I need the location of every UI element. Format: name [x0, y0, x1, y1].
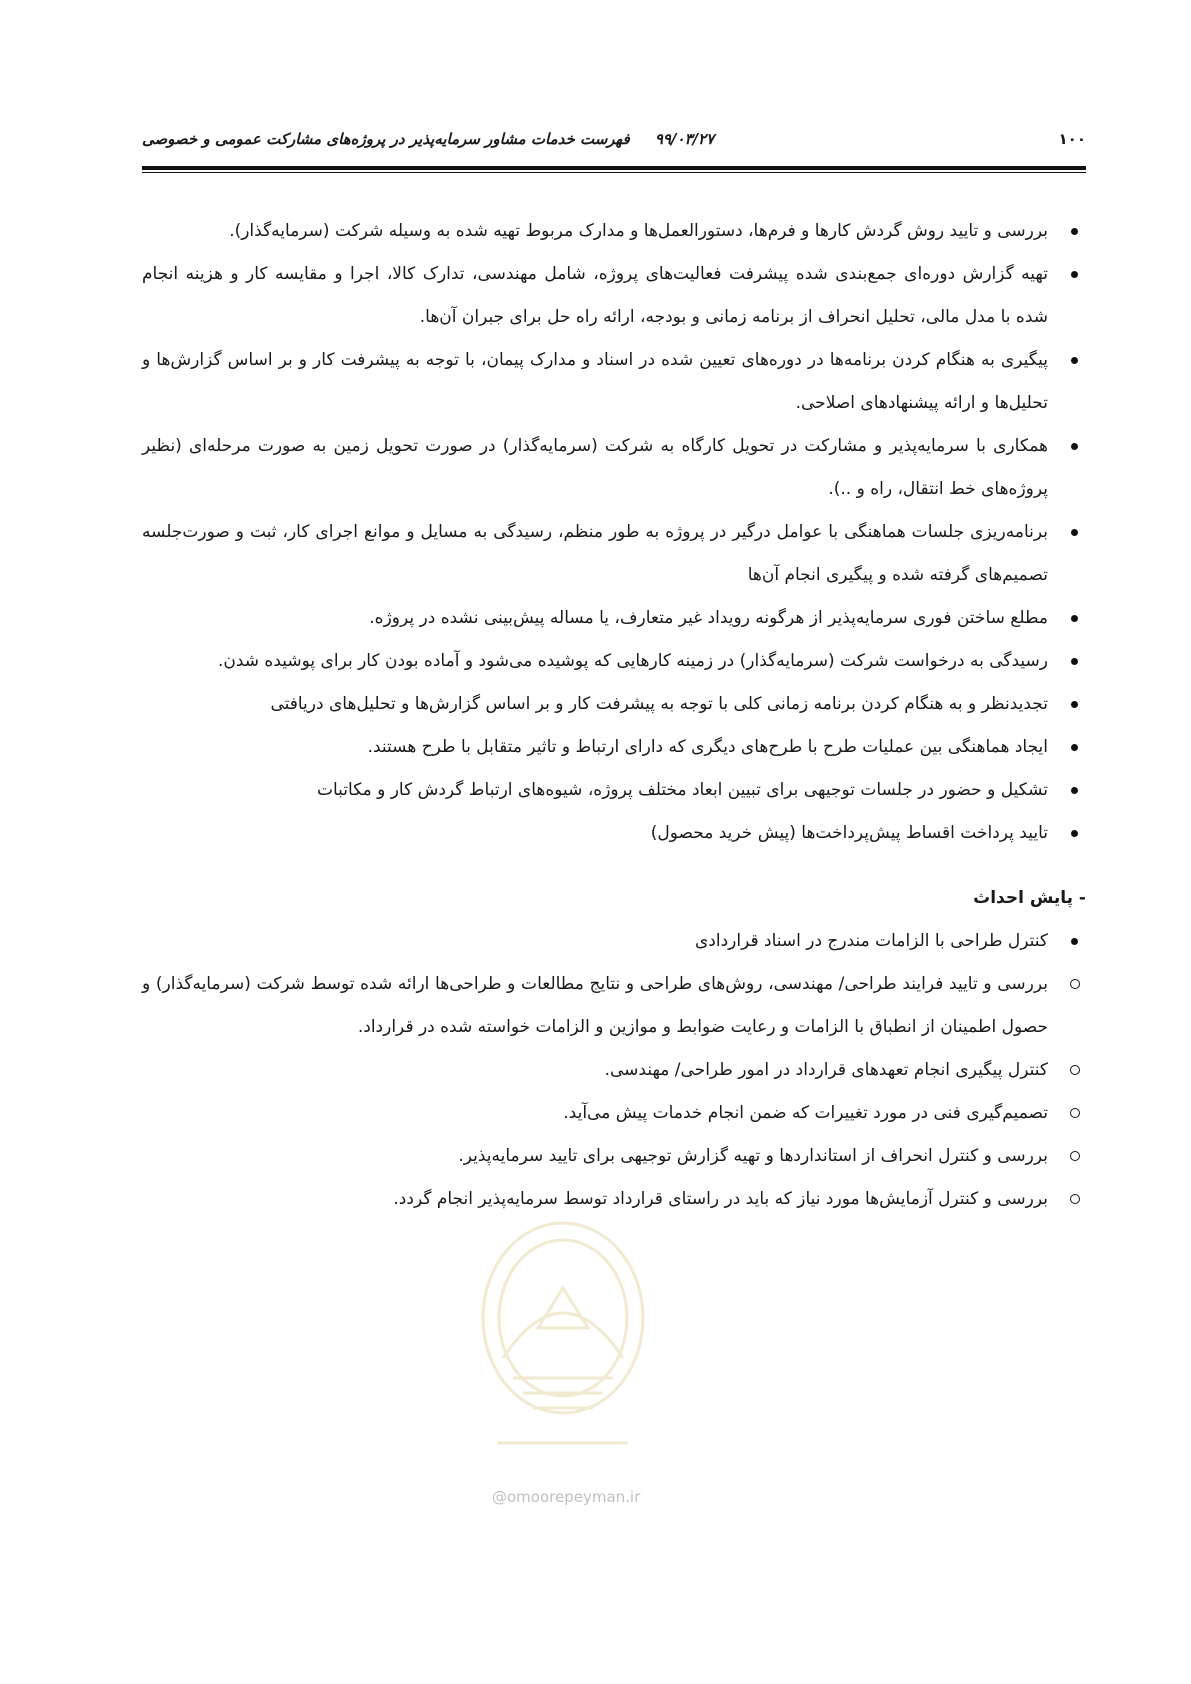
bullet-item: برنامه‌ریزی جلسات هماهنگی با عوامل درگیر در پروژه به طور منظم، رسیدگی به مسایل و موانع اجرای کار، ثبت و صورت‌جلسه تصمیم‌های گرفته شده و پیگیری انجام آن‌ها — [142, 511, 1086, 597]
page-header — [142, 128, 1086, 154]
watermark-seal — [468, 1208, 658, 1458]
watermark-text: @omoorepeyman.ir — [492, 1488, 641, 1506]
section-bullet-list — [142, 920, 1086, 963]
bullet-item: تجدیدنظر و به هنگام کردن برنامه زمانی کلی با توجه به پیشرفت کار و بر اساس گزارش‌ها و تحلیل‌های دریافتی — [142, 683, 1086, 726]
bullet-item: رسیدگی به درخواست شرکت (سرمایه‌گذار) در زمینه کارهایی که پوشیده می‌شود و آماده بودن کار برای پوشیده شدن. — [142, 640, 1086, 683]
bullet-item: پیگیری به هنگام کردن برنامه‌ها در دوره‌های تعیین شده در اسناد و مدارک پیمان، با توجه به پیشرفت کار و بر اساس گزارش‌ها و تحلیل‌ها و ارائه پیشنهادهای اصلاحی. — [142, 339, 1086, 425]
sub-item: بررسی و تایید فرایند طراحی/ مهندسی، روش‌های طراحی و نتایج مطالعات و طراحی‌ها ارائه شده توسط شرکت (سرمایه‌گذار) و حصول اطمینان از انطباق با الزامات و رعایت ضوابط و موازین و الزامات خواسته شده در قرارداد. — [142, 963, 1086, 1049]
header-date: ۹۹/۰۳/۲۷ — [654, 130, 715, 148]
bullet-item: بررسی و تایید روش گردش کارها و فرم‌ها، دستورالعمل‌ها و مدارک مربوط تهیه شده به وسیله شرکت (سرمایه‌گذار). — [142, 210, 1086, 253]
section-bullet-item: کنترل طراحی با الزامات مندرج در اسناد قراردادی — [142, 920, 1086, 963]
sub-item: بررسی و کنترل انحراف از استانداردها و تهیه گزارش توجیهی برای تایید سرمایه‌پذیر. — [142, 1135, 1086, 1178]
section-heading: - پایش احداث — [973, 888, 1086, 908]
services-bullet-list — [142, 210, 1086, 855]
sub-item-list — [142, 963, 1086, 1221]
running-head — [142, 130, 714, 148]
bullet-item: مطلع ساختن فوری سرمایه‌پذیر از هرگونه رویداد غیر متعارف، یا مساله پیش‌بینی نشده در پروژه. — [142, 597, 1086, 640]
page-body — [142, 210, 1086, 1221]
header-rule-thick — [142, 166, 1086, 170]
sub-item: تصمیم‌گیری فنی در مورد تغییرات که ضمن انجام خدمات پیش می‌آید. — [142, 1092, 1086, 1135]
page-number: ۱۰۰ — [1058, 130, 1086, 148]
bullet-item: تایید پرداخت اقساط پیش‌پرداخت‌ها (پیش خرید محصول) — [142, 812, 1086, 855]
sub-item: بررسی و کنترل آزمایش‌ها مورد نیاز که باید در راستای قرارداد توسط سرمایه‌پذیر انجام گردد. — [142, 1178, 1086, 1221]
bullet-item: همکاری با سرمایه‌پذیر و مشارکت در تحویل کارگاه به شرکت (سرمایه‌گذار) در صورت تحویل زمین به صورت مرحله‌ای (نظیر پروژه‌های خط انتقال، راه و ..). — [142, 425, 1086, 511]
header-rule-thin — [142, 172, 1086, 173]
header-title: فهرست خدمات مشاور سرمایه‌پذیر در پروژه‌های مشارکت عمومی و خصوصی — [142, 130, 630, 148]
bullet-item: ایجاد هماهنگی بین عملیات طرح با طرح‌های دیگری که دارای ارتباط و تاثیر متقابل با طرح هستند. — [142, 726, 1086, 769]
bullet-item: تشکیل و حضور در جلسات توجیهی برای تبیین ابعاد مختلف پروژه، شیوه‌های ارتباط گردش کار و مکاتبات — [142, 769, 1086, 812]
sub-item: کنترل پیگیری انجام تعهدهای قرارداد در امور طراحی/ مهندسی. — [142, 1049, 1086, 1092]
bullet-item: تهیه گزارش دوره‌ای جمع‌بندی شده پیشرفت فعالیت‌های پروژه، شامل مهندسی، تدارک کالا، اجرا و مقایسه کار و هزینه انجام شده با مدل مالی، تحلیل انحراف از برنامه زمانی و بودجه، ارائه راه حل برای جبران آن‌ها. — [142, 253, 1086, 339]
